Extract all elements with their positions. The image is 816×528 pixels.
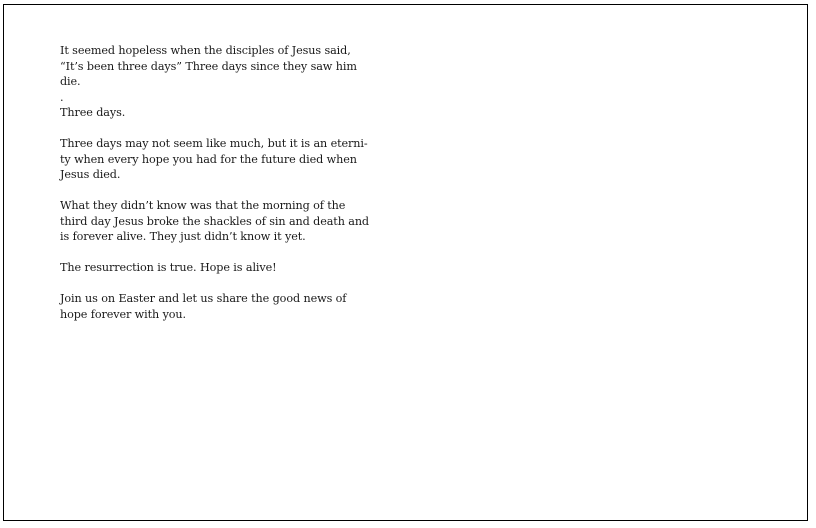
text-line: Three days. xyxy=(60,106,126,119)
paragraph-three-days xyxy=(60,105,390,121)
text-line: . xyxy=(60,90,64,104)
text-line: die. xyxy=(60,75,81,88)
text-line: “It’s been three days” Three days since they saw him xyxy=(60,59,357,73)
text-line: Jesus died. xyxy=(60,168,121,181)
text-line: Three days may not seem like much, but it is an eterni- xyxy=(60,137,368,150)
text-line: The resurrection is true. Hope is alive! xyxy=(60,261,277,274)
paragraph-third-day xyxy=(60,198,390,245)
text-line: ty when every hope you had for the future died when xyxy=(60,152,357,166)
text-line: is forever alive. They just didn’t know it yet. xyxy=(60,230,306,243)
document-page xyxy=(3,4,808,521)
paragraph-eternity xyxy=(60,136,390,183)
text-line: It seemed hopeless when the disciples of Jesus said, xyxy=(60,44,351,57)
paragraph-opening xyxy=(60,43,390,105)
paragraph-resurrection xyxy=(60,260,390,276)
text-line: Join us on Easter and let us share the good news of xyxy=(60,292,347,305)
paragraph-invitation xyxy=(60,291,390,322)
text-body xyxy=(60,43,390,338)
text-line: hope forever with you. xyxy=(60,307,186,321)
text-line: third day Jesus broke the shackles of sin and death and xyxy=(60,214,369,228)
text-line: What they didn’t know was that the morning of the xyxy=(60,199,346,212)
